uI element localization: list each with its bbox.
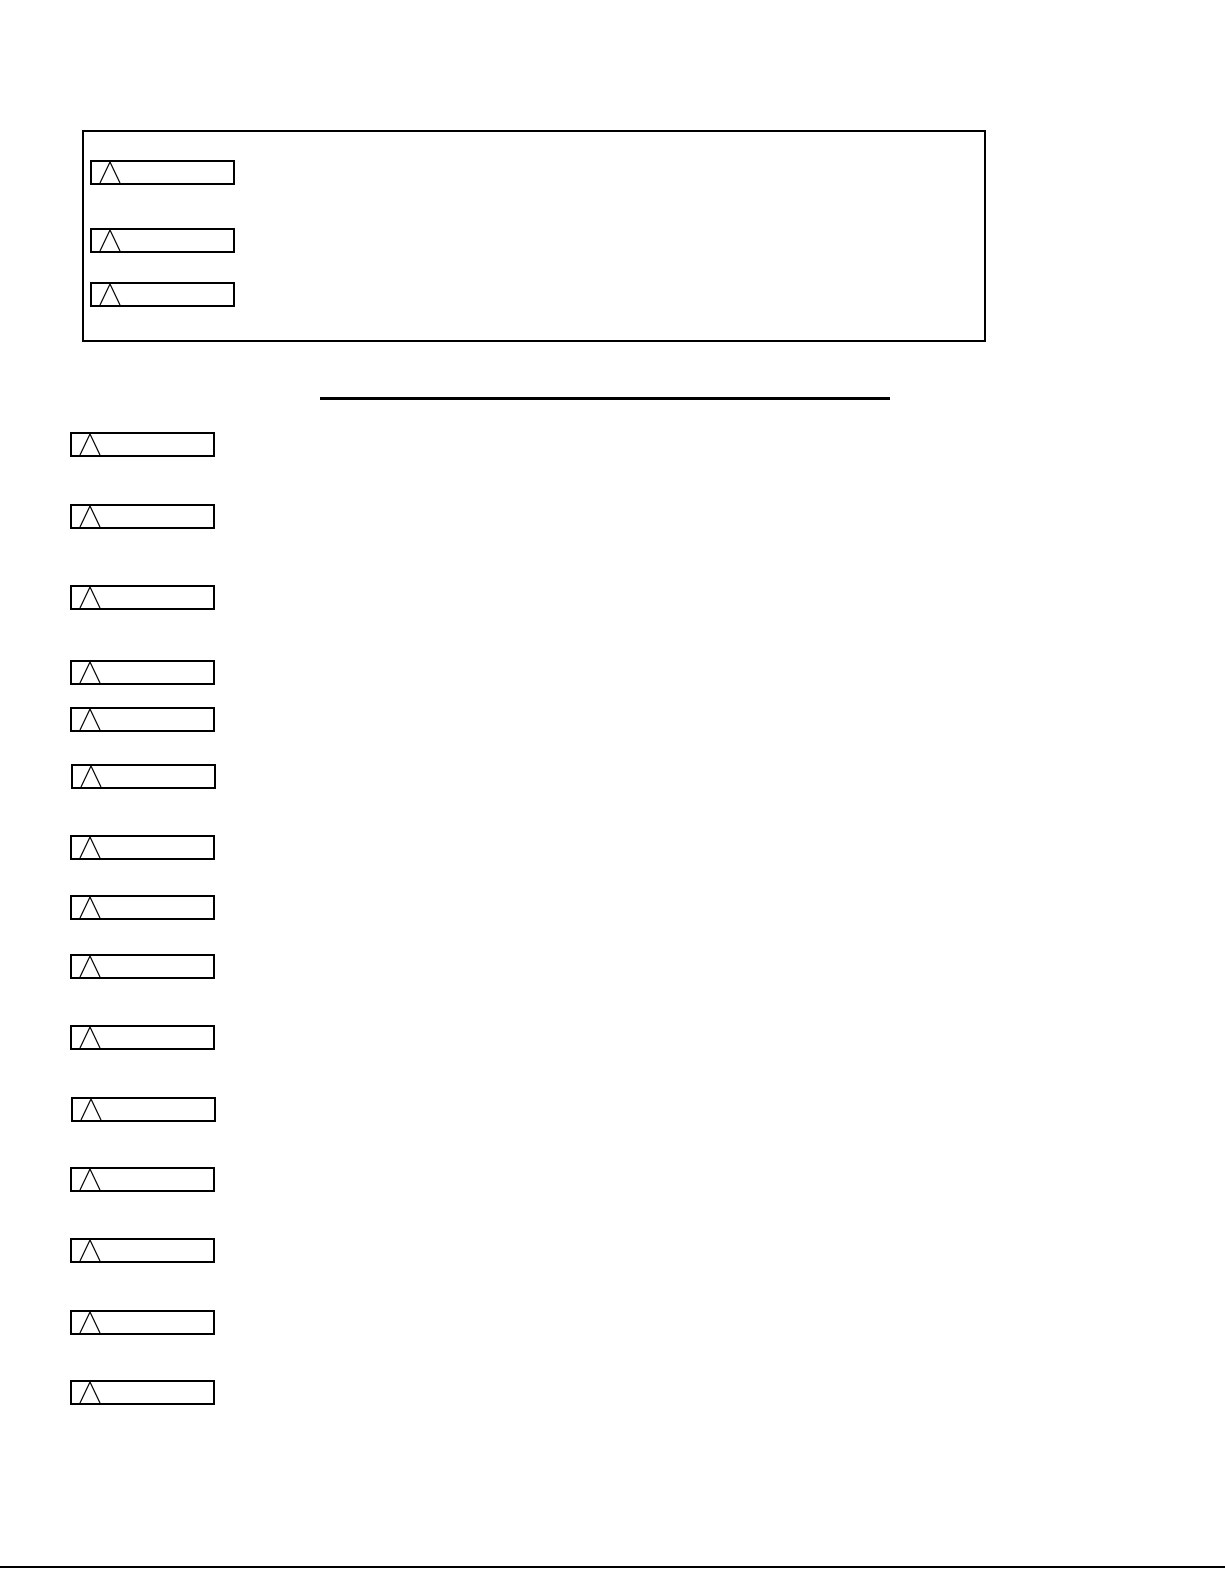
- warning-triangle-icon: [78, 662, 104, 683]
- section-title-rule: [320, 397, 890, 400]
- form-field-15[interactable]: [70, 1380, 215, 1405]
- header-field-2[interactable]: [90, 228, 235, 253]
- warning-triangle-icon: [78, 1312, 104, 1333]
- warning-triangle-icon: [78, 709, 104, 730]
- warning-triangle-icon: [79, 1099, 105, 1120]
- warning-triangle-icon: [79, 766, 105, 787]
- form-field-11[interactable]: [71, 1097, 216, 1122]
- form-field-14[interactable]: [70, 1310, 215, 1335]
- form-field-7[interactable]: [70, 835, 215, 860]
- warning-triangle-icon: [78, 1382, 104, 1403]
- form-field-1[interactable]: [70, 432, 215, 457]
- form-field-3[interactable]: [70, 585, 215, 610]
- warning-triangle-icon: [78, 587, 104, 608]
- form-field-13[interactable]: [70, 1238, 215, 1263]
- page-bottom-rule: [0, 1566, 1225, 1568]
- form-field-2[interactable]: [70, 504, 215, 529]
- warning-triangle-icon: [98, 284, 124, 305]
- form-field-5[interactable]: [70, 707, 215, 732]
- form-field-9[interactable]: [70, 954, 215, 979]
- warning-triangle-icon: [78, 1240, 104, 1261]
- form-field-6[interactable]: [71, 764, 216, 789]
- warning-triangle-icon: [98, 162, 124, 183]
- warning-triangle-icon: [78, 434, 104, 455]
- warning-triangle-icon: [78, 956, 104, 977]
- form-field-4[interactable]: [70, 660, 215, 685]
- warning-triangle-icon: [98, 230, 124, 251]
- header-field-1[interactable]: [90, 160, 235, 185]
- form-field-10[interactable]: [70, 1025, 215, 1050]
- header-field-3[interactable]: [90, 282, 235, 307]
- warning-triangle-icon: [78, 1169, 104, 1190]
- form-field-8[interactable]: [70, 895, 215, 920]
- warning-triangle-icon: [78, 897, 104, 918]
- form-field-12[interactable]: [70, 1167, 215, 1192]
- warning-triangle-icon: [78, 506, 104, 527]
- warning-triangle-icon: [78, 1027, 104, 1048]
- warning-triangle-icon: [78, 837, 104, 858]
